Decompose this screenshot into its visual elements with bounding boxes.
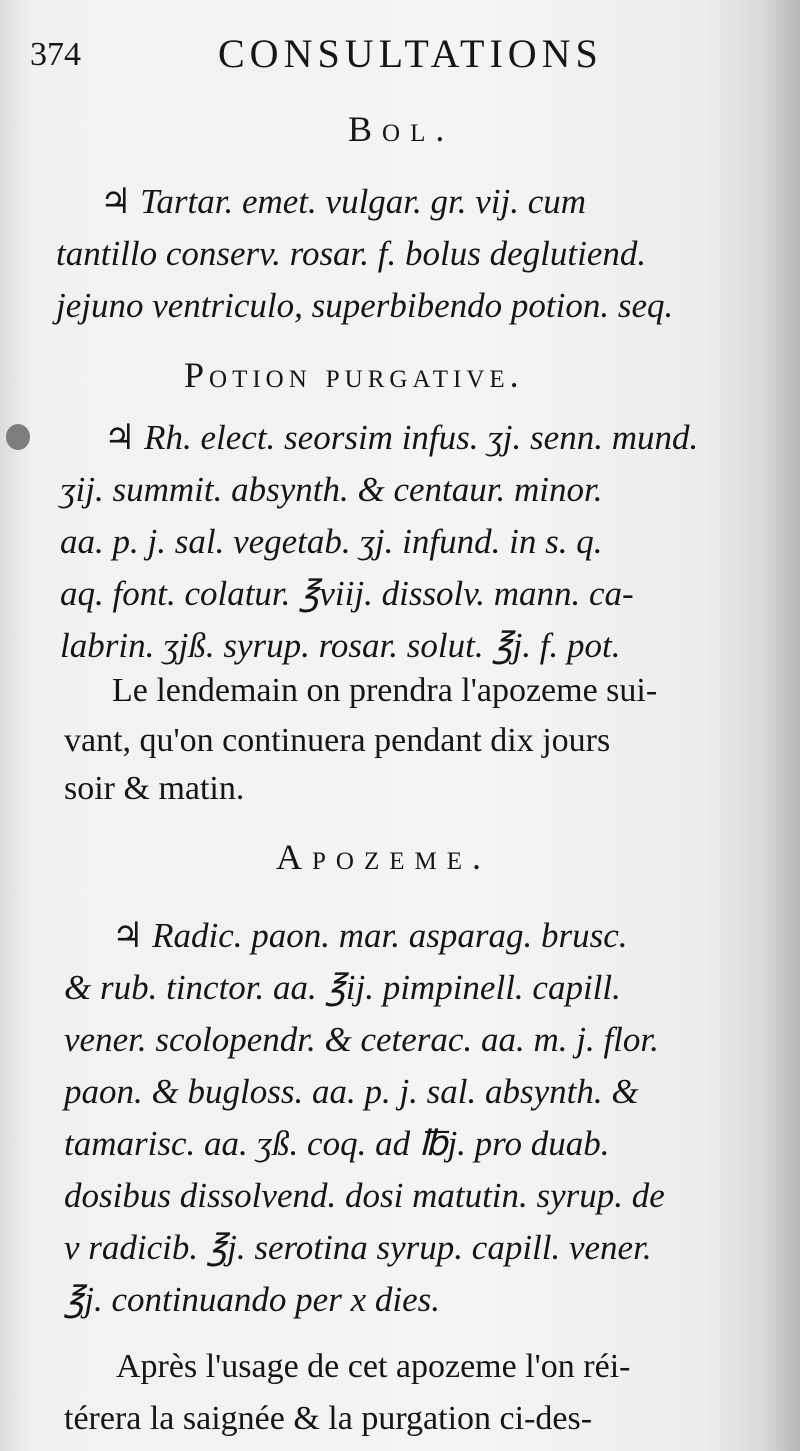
prescription-line: ♃ Tartar. emet. vulgar. gr. vij. cum (100, 182, 587, 221)
prescription-line: aa. p. j. sal. vegetab. ʒj. infund. in s. q. (60, 522, 603, 561)
prescription-line: tantillo conserv. rosar. f. bolus deglutiend. (56, 234, 647, 273)
running-title: CONSULTATIONS (218, 31, 603, 76)
prescription-line: labrin. ʒjß. syrup. rosar. solut. ℥j. f. pot. (60, 626, 621, 665)
prescription-line: paon. & bugloss. aa. p. j. sal. absynth. & (64, 1072, 639, 1111)
prescription-line: jejuno ventriculo, superbibendo potion. seq. (56, 286, 674, 325)
page-gutter-shadow (762, 0, 800, 1451)
prescription-line: dosibus dissolvend. dosi matutin. syrup. de (64, 1176, 665, 1215)
prescription-line: ♃ Radic. paon. mar. asparag. brusc. (112, 916, 628, 955)
prescription-line: aq. font. colatur. ℥viij. dissolv. mann. ca- (60, 574, 634, 613)
section-title-bol: Bol. (348, 109, 455, 149)
page-number: 374 (30, 36, 81, 73)
paragraph-line: soir & matin. (64, 770, 245, 807)
paragraph-line: térera la saignée & la purgation ci-des- (64, 1400, 593, 1437)
prescription-line: ♃ Rh. elect. seorsim infus. ʒj. senn. mund. (104, 418, 699, 457)
page-hole-mark (6, 424, 30, 450)
prescription-line: tamarisc. aa. ʒß. coq. ad ℔j. pro duab. (64, 1124, 610, 1163)
section-title-apozeme: Apozeme. (276, 837, 491, 877)
paragraph-line: Après l'usage de cet apozeme l'on réi- (116, 1348, 631, 1385)
prescription-line: & rub. tinctor. aa. ℥ij. pimpinell. capill. (64, 968, 621, 1007)
prescription-line: ʒij. summit. absynth. & centaur. minor. (60, 470, 603, 509)
paragraph-line: vant, qu'on continuera pendant dix jours (64, 722, 611, 759)
prescription-line: vener. scolopendr. & ceterac. aa. m. j. flor. (64, 1020, 659, 1059)
prescription-line: ℥j. continuando per x dies. (64, 1280, 440, 1319)
prescription-line: v radicib. ℥j. serotina syrup. capill. vener. (64, 1228, 652, 1267)
paragraph-line: Le lendemain on prendra l'apozeme sui- (112, 672, 658, 709)
section-title-potion: Potion purgative. (184, 355, 524, 395)
